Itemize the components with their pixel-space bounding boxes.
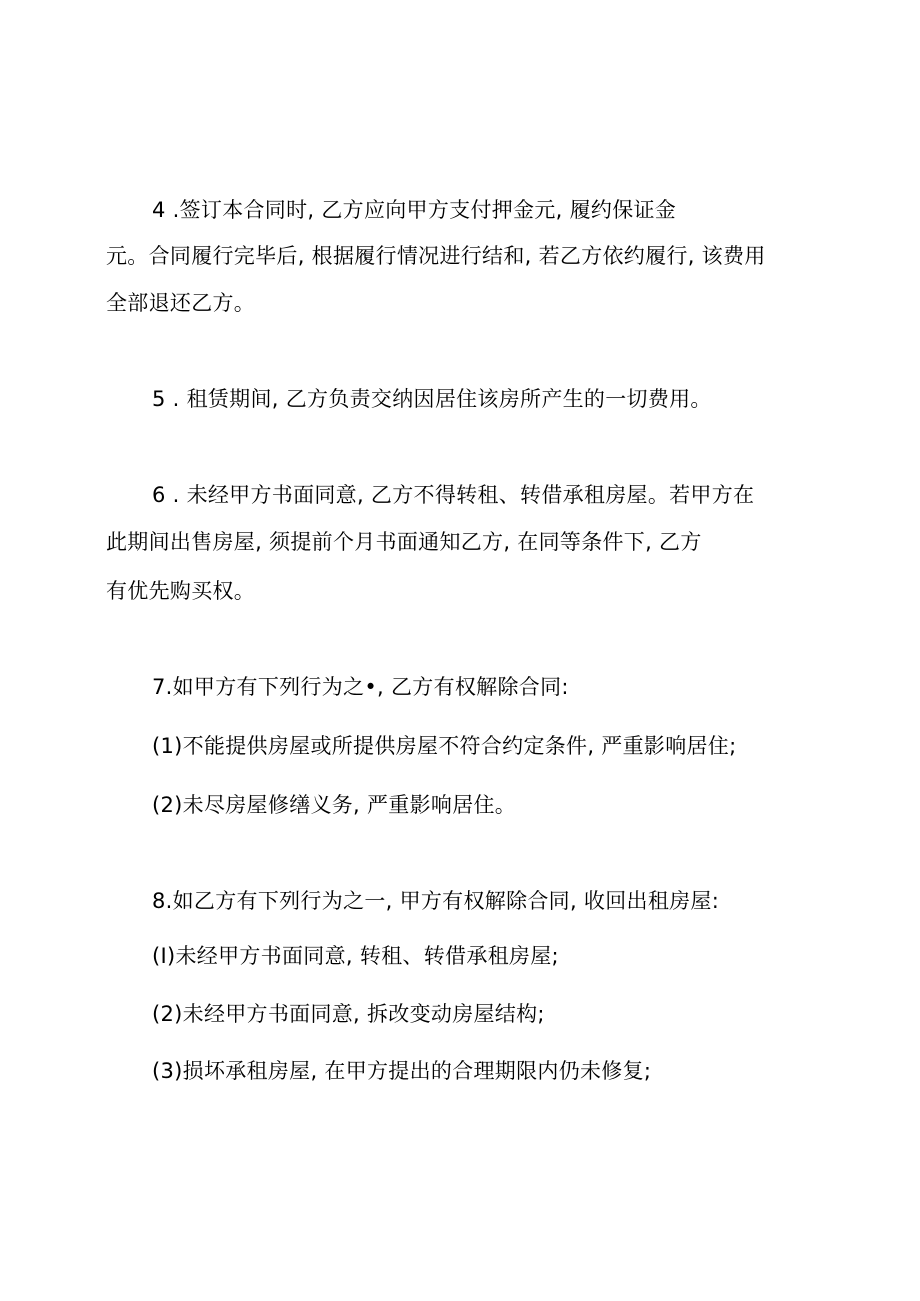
clause-6-line-3: 有优先购买权。 (106, 579, 256, 603)
clause-8-item-2: (2)未经甲方书面同意, 拆改变动房屋结构; (152, 1002, 545, 1026)
clause-7-item-1: (1)不能提供房屋或所提供房屋不符合约定条件, 严重影响居住; (152, 734, 737, 758)
clause-7-item-2: (2)未尽房屋修缮义务, 严重影响居住。 (152, 793, 517, 817)
clause-6-line-2: 此期间出售房屋, 须提前个月书面通知乙方, 在同等条件下, 乙方 (106, 530, 702, 554)
clause-6-line-1: 6 . 未经甲方书面同意, 乙方不得转租、转借承租房屋。若甲方在 (152, 483, 755, 507)
clause-4-line-2: 元。合同履行完毕后, 根据履行情况进行结和, 若乙方依约履行, 该费用 (106, 244, 766, 268)
clause-8-item-1: (I)未经甲方书面同意, 转租、转借承租房屋; (152, 944, 559, 968)
clause-4-line-1: 4 .签订本合同时, 乙方应向甲方支付押金元, 履约保证金 (152, 198, 677, 222)
clause-8-heading: 8.如乙方有下列行为之一, 甲方有权解除合同, 收回出租房屋: (152, 889, 720, 913)
clause-7-heading: 7.如甲方有下列行为之•, 乙方有权解除合同: (152, 675, 569, 699)
clause-8-item-3: (3)损坏承租房屋, 在甲方提出的合理期限内仍未修复; (152, 1059, 652, 1083)
clause-5-line-1: 5 . 租赁期间, 乙方负责交纳因居住该房所产生的一切费用。 (152, 387, 712, 411)
clause-4-line-3: 全部退还乙方。 (106, 291, 256, 315)
